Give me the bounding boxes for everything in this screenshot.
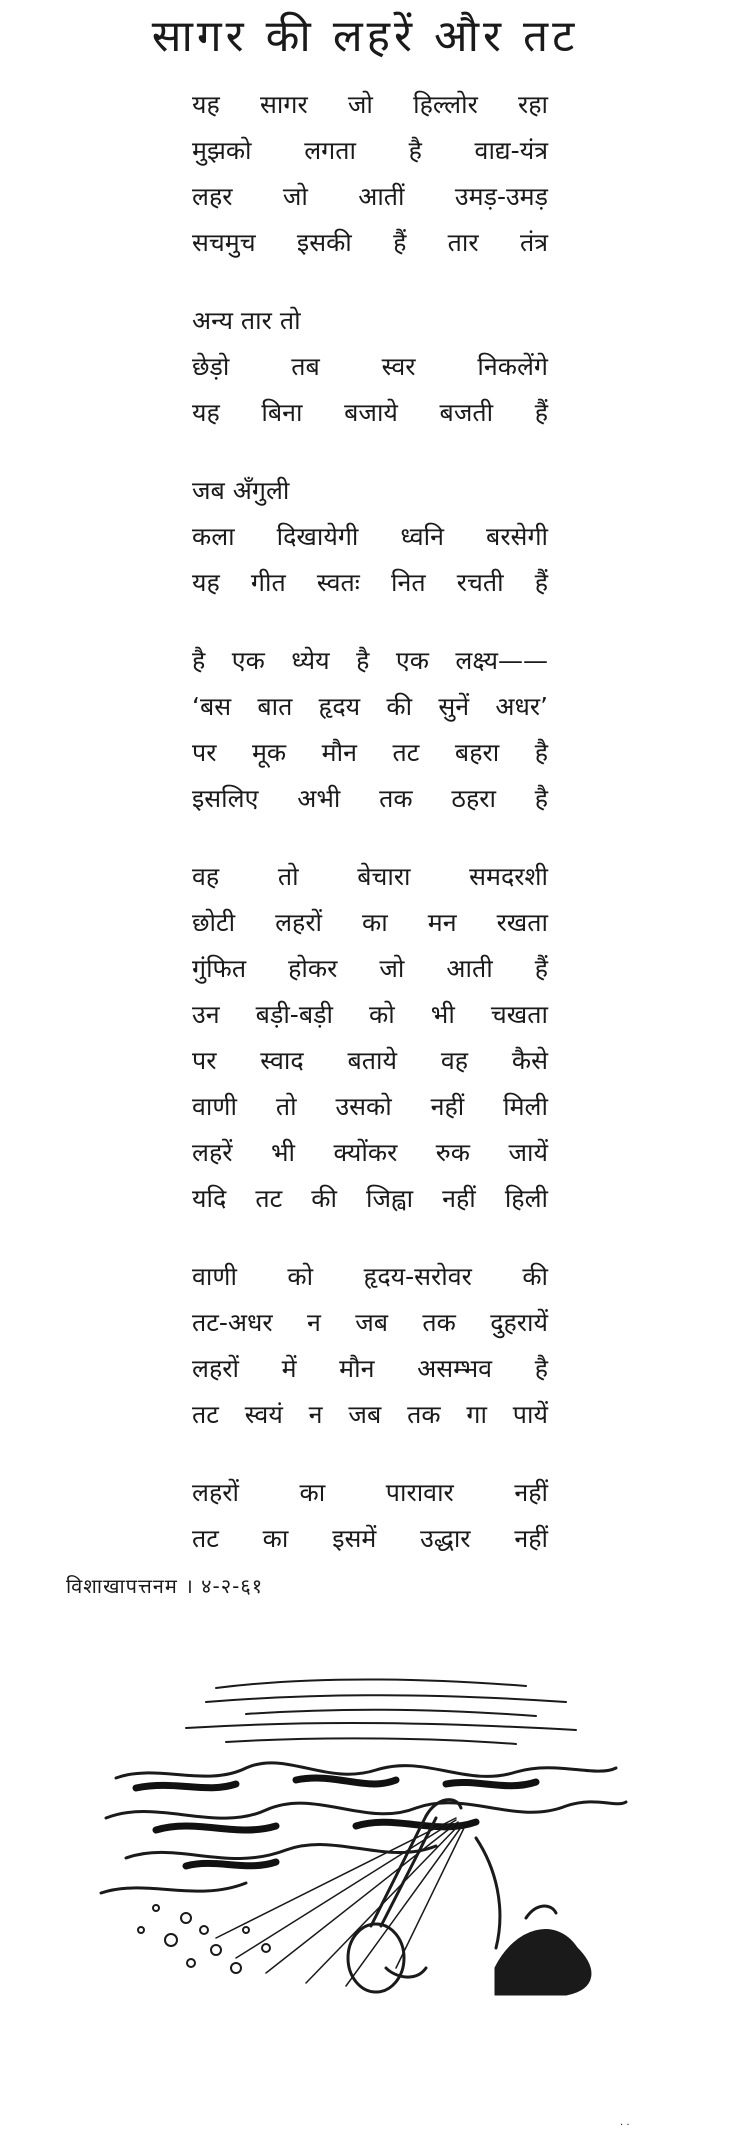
- poem-line: मुझको लगता है वाद्य-यंत्र: [192, 136, 548, 165]
- poem-line: वाणी तो उसको नहीं मिली: [192, 1092, 548, 1121]
- poem-line: ‘बस बात हृदय की सुनें अधर’: [192, 692, 548, 721]
- page-corner-mark: · ·: [620, 2120, 630, 2131]
- wave-shadows: [136, 1778, 536, 1866]
- poem-line: यह सागर जो हिल्लोर रहा: [192, 90, 548, 119]
- poem-line: पर स्वाद बताये वह कैसे: [192, 1046, 548, 1075]
- poem-body: [192, 82, 548, 1562]
- poem-line: तट का इसमें उद्धार नहीं: [192, 1524, 548, 1553]
- poem-line: लहरों में मौन असम्भव है: [192, 1354, 548, 1383]
- poem-line: छेड़ो तब स्वर निकलेंगे: [192, 352, 548, 381]
- foam-bubbles: [138, 1905, 270, 1973]
- stanza: [192, 638, 548, 822]
- sky-streaks: [186, 1679, 576, 1744]
- stanza: [192, 298, 548, 436]
- poem-line: यह बिना बजाये बजती हैं: [192, 398, 548, 427]
- stanza: [192, 1470, 548, 1562]
- poem-line: तट स्वयं न जब तक गा पायें: [192, 1400, 548, 1429]
- poem-line: लहरों का पारावार नहीं: [192, 1478, 548, 1507]
- poem-line: छोटी लहरों का मन रखता: [192, 908, 548, 937]
- poem-line: तट-अधर न जब तक दुहरायें: [192, 1308, 548, 1337]
- poem-line: लहर जो आतीं उमड़-उमड़: [192, 182, 548, 211]
- poem-line: उन बड़ी-बड़ी को भी चखता: [192, 1000, 548, 1029]
- poem-line: वाणी को हृदय-सरोवर की: [192, 1262, 548, 1291]
- stanza: [192, 468, 548, 606]
- poem-line: कला दिखायेगी ध्वनि बरसेगी: [192, 522, 548, 551]
- poem-line: इसलिए अभी तक ठहरा है: [192, 784, 548, 813]
- sea-waves-and-veena-icon: [96, 1668, 636, 1998]
- poem-title: सागर की लहरें और तट: [151, 11, 579, 62]
- poem-line: अन्य तार तो: [192, 306, 301, 335]
- light-rays: [216, 1818, 464, 1986]
- poem-line: गुंफित होकर जो आती हैं: [192, 954, 548, 983]
- place-date-line: विशाखापत्तनम । ४-२-६१: [66, 1574, 264, 1598]
- poem-line: लहरें भी क्योंकर रुक जायें: [192, 1138, 548, 1167]
- poem-line: वह तो बेचारा समदरशी: [192, 862, 548, 891]
- poem-line: है एक ध्येय है एक लक्ष्य——: [192, 646, 548, 675]
- poem-line: पर मूक मौन तट बहरा है: [192, 738, 548, 767]
- poem-line: जब अँगुली: [192, 476, 290, 505]
- shore-rock: [496, 1906, 590, 1994]
- poem-line: सचमुच इसकी हैं तार तंत्र: [192, 228, 548, 257]
- poem-line: यदि तट की जिह्वा नहीं हिली: [192, 1184, 548, 1213]
- stanza: [192, 1254, 548, 1438]
- poem-line: यह गीत स्वतः नित रचती हैं: [192, 568, 548, 597]
- stanza: [192, 82, 548, 266]
- stanza: [192, 854, 548, 1222]
